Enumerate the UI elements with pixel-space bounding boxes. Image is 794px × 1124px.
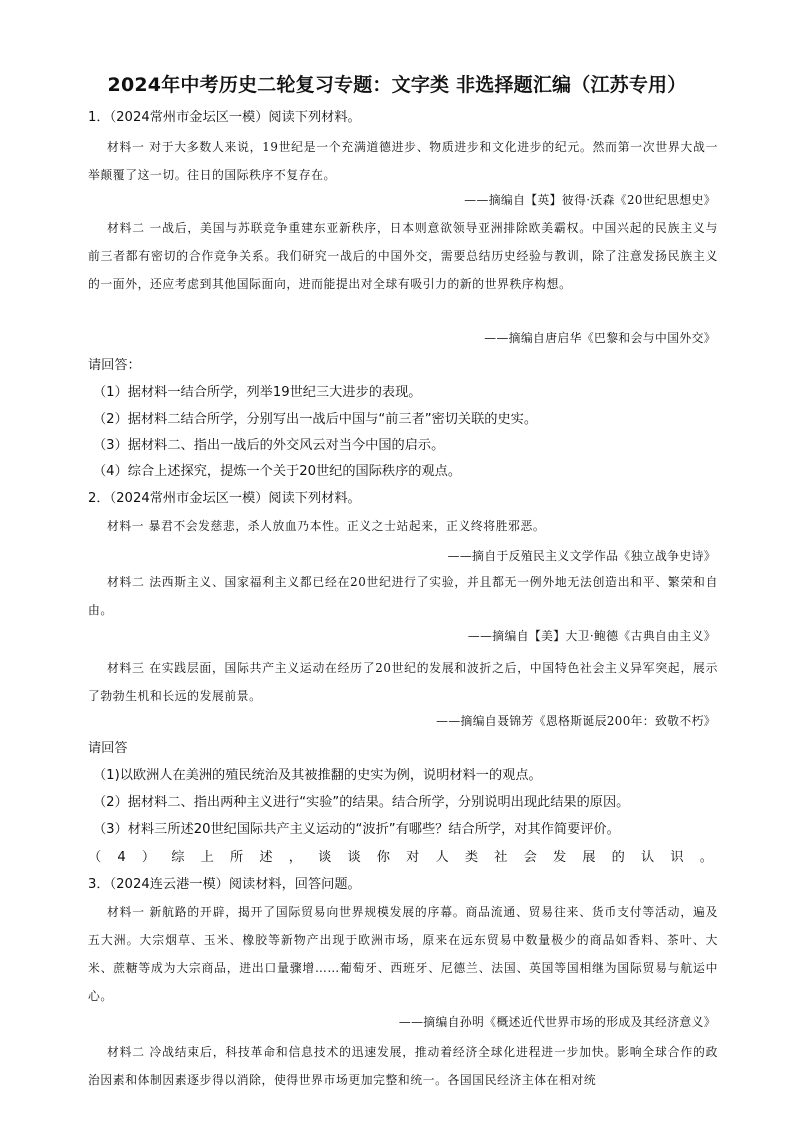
q2-material-3-source: ——摘编自聂锦芳《恩格斯诞辰200年：致敬不朽》 (436, 714, 716, 728)
q2-sub-4-char: 谈 (318, 850, 332, 865)
q2-sub-4-char: 所 (230, 850, 244, 865)
q2-sub-4-char: 识 (670, 850, 684, 865)
question-3-heading: 3．（2024连云港一模）阅读材料，回答问题。 (88, 877, 361, 892)
q2-sub-4-char: 人 (435, 850, 449, 865)
question-1-heading: 1．（2024常州市金坛区一模）阅读下列材料。 (88, 110, 361, 125)
q2-sub-4-char: （ (88, 850, 102, 865)
q2-material-2: 材料二 法西斯主义、国家福利主义都已经在20世纪进行了实验，并且都无一例外地无法创造出和平、繁荣和自由。 (88, 575, 718, 617)
q2-sub-4-char: 述 (259, 850, 273, 865)
q2-sub-4-char: 对 (406, 850, 420, 865)
q2-sub-4-char: 认 (641, 850, 655, 865)
q1-material-2: 材料二 一战后，美国与苏联竞争重建东亚新秩序，日本则意欲领导亚洲排除欧美霸权。中国兴起的民族主义与前三者都有密切的合作竞争关系。我们研究一战后的中国外交，需要总结历史经验与教训，除了注意发扬民族主义的一面外，还应考虑到其他国际面向，进而能提出对全球有吸引力的新的世界秩序构想。 (88, 221, 718, 291)
q2-sub-4-char: 的 (611, 850, 625, 865)
q1-material-2-source: ——摘编自唐启华《巴黎和会与中国外交》 (484, 331, 716, 345)
q2-sub-4-char: 会 (523, 850, 537, 865)
page-title: 2024年中考历史二轮复习专题：文字类 非选择题汇编（江苏专用） (107, 74, 687, 96)
q2-sub-4-char: 谈 (347, 850, 361, 865)
q3-material-1-source: ——摘编自孙明《概述近代世界市场的形成及其经济意义》 (398, 1015, 716, 1029)
q2-material-1-source: ——摘自于反殖民主义文学作品《独立战争史诗》 (447, 549, 716, 563)
q1-sub-3: （3）据材料二、指出一战后的外交风云对当今中国的启示。 (93, 438, 445, 453)
q2-sub-4-char: 类 (464, 850, 479, 865)
q2-sub-3: （3）材料三所述20世纪国际共产主义运动的“波折”有哪些？结合所学，对其作简要评价。 (93, 822, 620, 837)
q3-material-1: 材料一 新航路的开辟，揭开了国际贸易向世界规模发展的序幕。商品流通、贸易往来、货币支付等活动，遍及五大洲。大宗烟草、玉米、橡胶等新物产出现于欧洲市场，原来在远东贸易中数量极少的商品如香料、茶叶、大米、蔗糖等成为大宗商品，进出口量骤增……葡萄牙、西班牙、尼德兰、法国、英国等国相继为国际贸易与航运中心。 (88, 905, 718, 1003)
q2-sub-4-char: 你 (376, 850, 390, 865)
q1-sub-4: （4）综合上述探究，提炼一个关于20世纪的国际秩序的观点。 (93, 464, 462, 479)
q2-sub-4-char: 。 (699, 850, 713, 865)
q2-sub-4-char: 综 (171, 850, 185, 865)
q1-sub-1: （1）据材料一结合所学，列举19世纪三大进步的表现。 (93, 385, 422, 400)
question-2-heading: 2．（2024常州市金坛区一模）阅读下列材料。 (88, 491, 361, 506)
q1-material-1: 材料一 对于大多数人来说，19世纪是一个充满道德进步、物质进步和文化进步的纪元。然而第一次世界大战一举颠覆了这一切。往日的国际秩序不复存在。 (88, 140, 718, 182)
q2-sub-4-char: ） (141, 850, 156, 865)
q2-sub-4-char: 上 (200, 850, 214, 865)
q2-material-2-source: ——摘编自【美】大卫·鲍德《古典自由主义》 (467, 629, 716, 643)
q2-material-3: 材料三 在实践层面，国际共产主义运动在经历了20世纪的发展和波折之后，中国特色社会主义异军突起，展示了勃勃生机和长远的发展前景。 (88, 661, 718, 703)
q1-material-1-source: ——摘编自【英】彼得·沃森《20世纪思想史》 (464, 193, 716, 207)
q1-prompt: 请回答： (88, 358, 141, 373)
q2-sub-4-char: 4 (117, 850, 126, 865)
q2-sub-4-char: 发 (552, 850, 567, 865)
q2-sub-4-char: 社 (494, 850, 508, 865)
q2-sub-4-char: ， (288, 850, 302, 865)
q2-material-1: 材料一 暴君不会发慈悲，杀人放血乃本性。正义之士站起来，正义终将胜邪恶。 (107, 519, 546, 533)
q2-prompt: 请回答 (88, 741, 128, 756)
q2-sub-1: （1)以欧洲人在美洲的殖民统治及其被推翻的史实为例，说明材料一的观点。 (93, 768, 542, 783)
q2-sub-2: （2）据材料二、指出两种主义进行“实验”的结果。结合所学，分别说明出现此结果的原因。 (93, 795, 630, 810)
q2-sub-4-char: 展 (582, 850, 596, 865)
q1-sub-2: （2）据材料二结合所学，分别写出一战后中国与“前三者”密切关联的史实。 (93, 412, 538, 427)
q2-sub-4 (88, 848, 713, 868)
q3-material-2: 材料二 冷战结束后，科技革命和信息技术的迅速发展，推动着经济全球化进程进一步加快。影响全球合作的政治因素和体制因素逐步得以消除，使得世界市场更加完整和统一。各国国民经济主体在相对统 (88, 1045, 718, 1087)
